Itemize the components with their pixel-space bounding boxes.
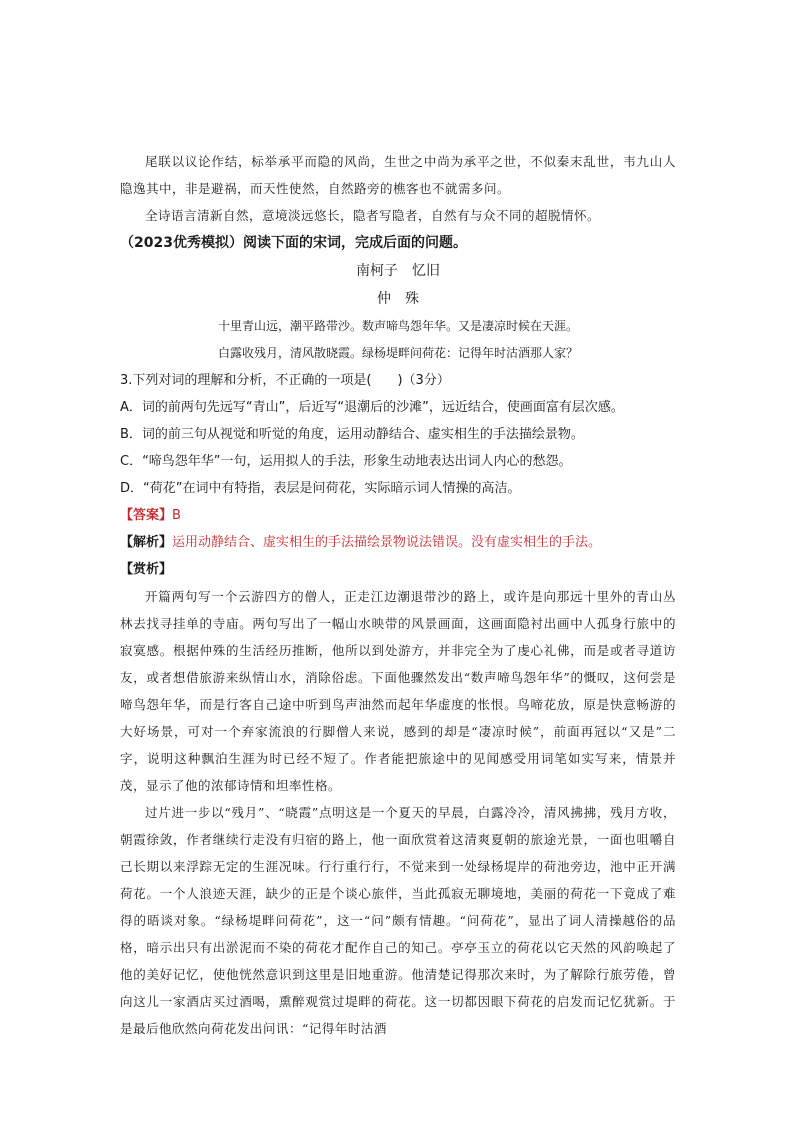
option-d: D．“荷花”在词中有特指，表层是问荷花，实际暗示词人情操的高洁。 <box>120 481 521 496</box>
poem-author: 仲 殊 <box>377 291 419 307</box>
question-intro: （2023优秀模拟）阅读下面的宋词，完成后面的问题。 <box>120 235 467 251</box>
question-stem: 3.下列对词的理解和分析，不正确的一项是( )（3分） <box>120 373 450 388</box>
answer-line <box>120 502 676 529</box>
poem-line-2: 白露收残月，清风散晓霞。绿杨堤畔问荷花：记得年时沽酒那人家？ <box>217 346 578 360</box>
answer-value: B <box>172 508 181 523</box>
poem-line-1: 十里青山远，潮平路带沙。数声啼鸟怨年华。又是凄凉时候在天涯。 <box>217 319 578 333</box>
answer-label: 【答案】 <box>120 508 173 523</box>
analysis-line <box>120 529 676 556</box>
analysis-label: 【解析】 <box>120 535 173 550</box>
option-a: A．词的前两句先远写“青山”，后近写“退潮后的沙滩”，远近结合，使画面富有层次感。 <box>120 400 624 415</box>
appreciation-paragraph-2: 过片进一步以“残月”、“晓霞”点明这是一个夏天的早晨，白露冷冷，清风拂拂，残月方收，朝霞徐敛，作者继续行走没有归宿的路上，他一面欣赏着这清爽夏朝的旅途光景，一面也咀嚼自己长期以来浮踪无定的生涯况味。行行重行行，不觉来到一处绿杨堤岸的荷池旁边，池中正开满荷花。一个人浪迹天涯，缺少的正是个谈心旅伴，当此孤寂无聊境地，美丽的荷花一下竟成了难得的晤谈对象。“绿杨堤畔问荷花”，这一“问”颇有情趣。“问荷花”，显出了词人清操越俗的品格，暗示出只有出淤泥而不染的荷花才配作自己的知己。亭亭玉立的荷花以它天然的风韵唤起了他的美好记忆，使他恍然意识到这里是旧地重游。他清楚记得那次来时，为了解除行旅劳倦，曾向这儿一家酒店买过酒喝，熏醉观赏过堤畔的荷花。这一切都因眼下荷花的启发而记忆犹新。于是最后他欣然向荷花发出问讯：“记得年时沽酒 <box>120 805 676 1036</box>
appreciation-paragraph-1: 开篇两句写一个云游四方的僧人，正走江边潮退带沙的路上，或许是向那远十里外的青山丛林去找寻挂单的寺庙。两句写出了一幅山水映带的风景画面，这画面隐衬出画中人孤身行旅中的寂寞感。根据仲殊的生活经历推断，他所以到处游方，并非完全为了虔心礼佛，而是或者寻道访友，或者想借旅游来纵情山水，消除俗虑。下面他骤然发出“数声啼鸟怨年华”的慨叹，这何尝是啼鸟怨年华，而是行客自己途中听到鸟声油然而起年华虚度的怅恨。鸟啼花放，原是快意畅游的大好场景，可对一个弃家流浪的行脚僧人来说，感到的却是“凄凉时候”，前面再冠以“又是”二字，说明这种飘泊生涯为时已经不短了。作者能把旅途中的见闻感受用词笔如实写来，情景并茂，显示了他的浓郁诗情和坦率性格。 <box>120 589 676 793</box>
option-b: B．词的前三句从视觉和听觉的角度，运用动静结合、虚实相生的手法描绘景物。 <box>120 427 584 442</box>
option-c: C．“啼鸟怨年华”一句，运用拟人的手法，形象生动地表达出词人内心的愁怨。 <box>120 454 572 469</box>
document-page <box>120 148 676 1042</box>
poem-title: 南柯子 忆旧 <box>356 263 440 279</box>
top-paragraph-1: 尾联以议论作结，标举承平而隐的风尚，生世之中尚为承平之世，不似秦末乱世，韦九山人隐逸其中，非是避祸，而天性使然，自然路旁的樵客也不就需多问。 <box>120 154 676 196</box>
appreciation-label: 【赏析】 <box>120 562 173 577</box>
top-paragraph-2: 全诗语言清新自然，意境淡远悠长，隐者写隐者，自然有与众不同的超脱情怀。 <box>145 208 601 223</box>
appreciation-heading <box>120 556 676 583</box>
analysis-text: 运用动静结合、虚实相生的手法描绘景物说法错误。没有虚实相生的手法。 <box>172 535 602 550</box>
